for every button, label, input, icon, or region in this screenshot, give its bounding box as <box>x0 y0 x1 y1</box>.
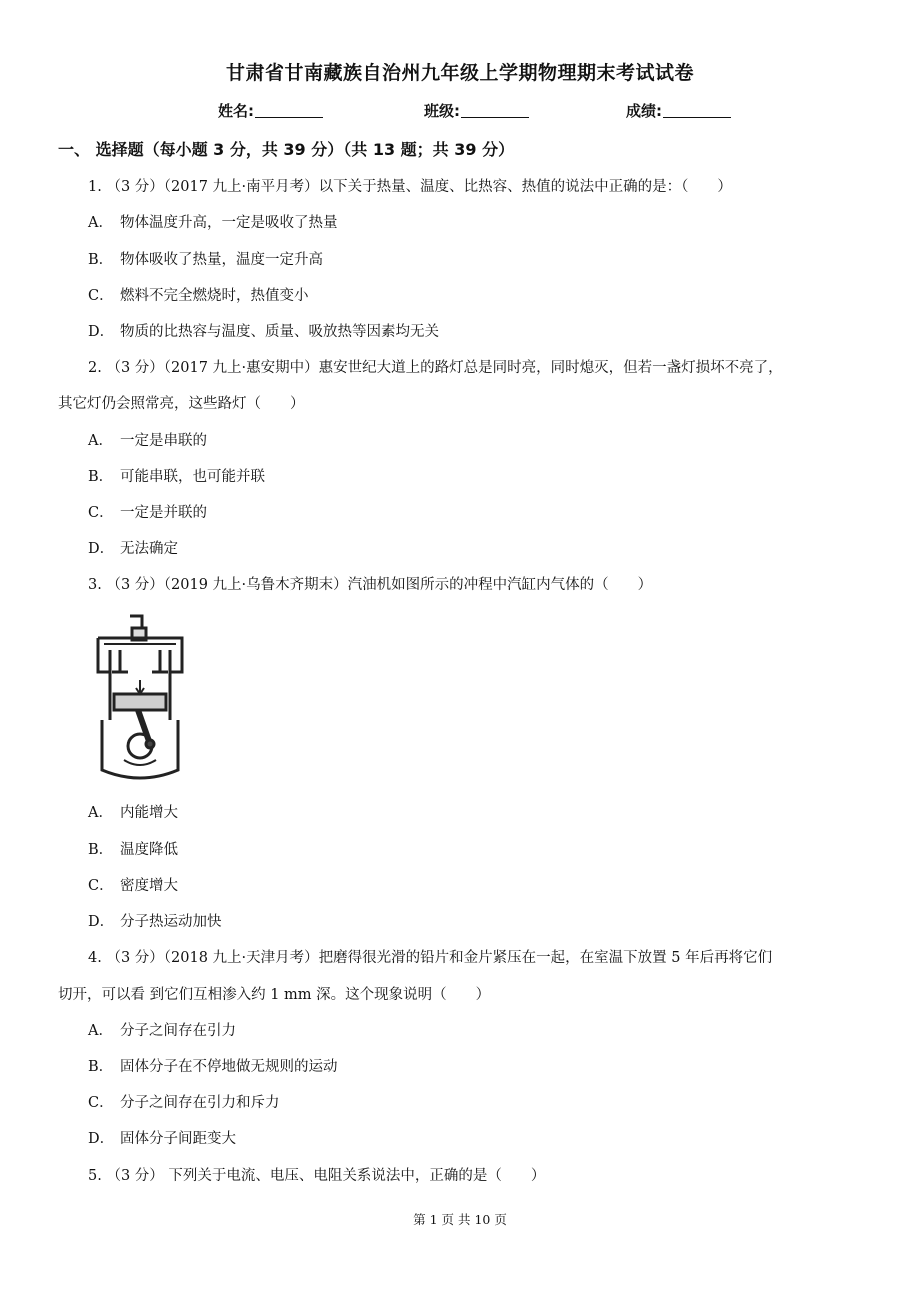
option-4a[interactable]: A． 分子之间存在引力 <box>88 1023 236 1039</box>
question-stem-4: 4. （3 分）（2018 九上·天津月考）把磨得很光滑的铅片和金片紧压在一起，在室温下放置 5 年后再将它们 <box>88 950 773 966</box>
option-4b[interactable]: B． 固体分子在不停地做无规则的运动 <box>88 1059 338 1075</box>
option-3c[interactable]: C． 密度增大 <box>88 878 178 894</box>
question-stem-4-cont: 切开，可以看 到它们互相渗入约 1 mm 深。这个现象说明（ ） <box>58 987 491 1003</box>
option-4d[interactable]: D． 固体分子间距变大 <box>88 1131 236 1147</box>
name-blank[interactable] <box>255 103 323 118</box>
class-blank[interactable] <box>461 103 529 118</box>
score-label: 成绩: <box>626 102 662 120</box>
question-stem-5: 5. （3 分） 下列关于电流、电压、电阻关系说法中，正确的是（ ） <box>88 1168 546 1184</box>
option-2b[interactable]: B． 可能串联，也可能并联 <box>88 469 265 485</box>
option-4c[interactable]: C． 分子之间存在引力和斥力 <box>88 1095 280 1111</box>
option-2c[interactable]: C． 一定是并联的 <box>88 505 207 521</box>
class-field <box>424 100 529 121</box>
page-footer: 第 1 页 共 10 页 <box>413 1212 507 1227</box>
engine-cylinder-figure <box>90 610 190 782</box>
question-stem-2-cont: 其它灯仍会照常亮，这些路灯（ ） <box>58 396 305 412</box>
question-stem-3: 3. （3 分）（2019 九上·乌鲁木齐期末）汽油机如图所示的冲程中汽缸内气体的（ ） <box>88 577 653 593</box>
question-stem-2: 2. （3 分）（2017 九上·惠安期中）惠安世纪大道上的路灯总是同时亮，同时熄灭，但若一盏灯损坏不亮了， <box>88 360 783 376</box>
option-3d[interactable]: D． 分子热运动加快 <box>88 914 222 930</box>
name-label: 姓名: <box>218 102 254 120</box>
option-1d[interactable]: D． 物质的比热容与温度、质量、吸放热等因素均无关 <box>88 324 439 340</box>
option-1b[interactable]: B． 物体吸收了热量，温度一定升高 <box>88 252 323 268</box>
section-heading: 一、 选择题（每小题 3 分，共 39 分）（共 13 题；共 39 分） <box>58 140 515 159</box>
option-3b[interactable]: B． 温度降低 <box>88 842 178 858</box>
option-2a[interactable]: A． 一定是串联的 <box>88 433 207 449</box>
option-2d[interactable]: D． 无法确定 <box>88 541 178 557</box>
option-1a[interactable]: A． 物体温度升高，一定是吸收了热量 <box>88 215 338 231</box>
question-stem-1: 1. （3 分）（2017 九上·南平月考）以下关于热量、温度、比热容、热值的说法中正确的是：（ ） <box>88 179 732 195</box>
page-title: 甘肃省甘南藏族自治州九年级上学期物理期末考试试卷 <box>225 62 694 84</box>
class-label: 班级: <box>424 102 460 120</box>
name-field <box>218 100 323 121</box>
option-3a[interactable]: A． 内能增大 <box>88 805 178 821</box>
option-1c[interactable]: C． 燃料不完全燃烧时，热值变小 <box>88 288 309 304</box>
score-field <box>626 100 731 121</box>
score-blank[interactable] <box>663 103 731 118</box>
